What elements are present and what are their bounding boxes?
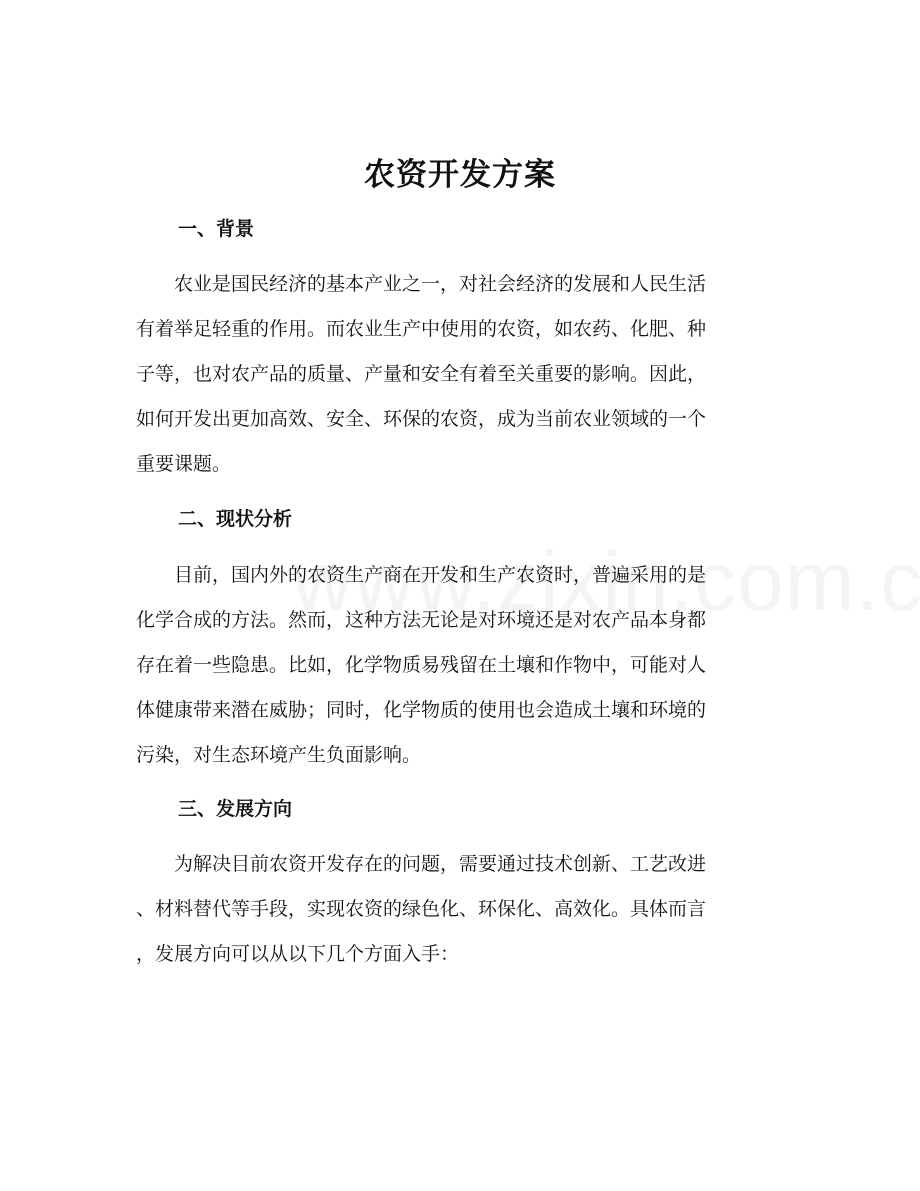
section-heading-development-direction: 三、发展方向 (178, 798, 293, 820)
paragraph-line: ，发展方向可以从以下几个方面入手： (136, 942, 460, 965)
paragraph-line: 体健康带来潜在威胁；同时，化学物质的使用也会造成土壤和环境的 (136, 698, 707, 721)
paragraph-line: 目前，国内外的农资生产商在开发和生产农资时，普遍采用的是 (136, 564, 707, 586)
paragraph-line: 、材料替代等手段，实现农资的绿色化、环保化、高效化。具体而言 (136, 897, 707, 920)
section-paragraph-development-direction (136, 842, 768, 977)
paragraph-line: 如何开发出更加高效、安全、环保的农资，成为当前农业领域的一个 (136, 407, 707, 430)
section-paragraph-background (136, 262, 768, 487)
page-title: 农资开发方案 (364, 157, 556, 193)
paragraph-line: 为解决目前农资开发存在的问题，需要通过技术创新、工艺改进 (136, 853, 707, 875)
section-heading-status-analysis: 二、现状分析 (178, 508, 293, 530)
paragraph-line: 重要课题。 (136, 452, 232, 475)
paragraph-line: 污染，对生态环境产生负面影响。 (136, 743, 422, 766)
paragraph-line: 存在着一些隐患。比如，化学物质易残留在土壤和作物中，可能对人 (136, 653, 707, 676)
paragraph-line: 化学合成的方法。然而，这种方法无论是对环境还是对农产品本身都 (136, 608, 707, 631)
paragraph-line: 农业是国民经济的基本产业之一，对社会经济的发展和人民生活 (136, 273, 707, 295)
section-heading-background: 一、背景 (178, 218, 255, 240)
paragraph-line: 子等，也对农产品的质量、产量和安全有着至关重要的影响。因此， (136, 362, 707, 385)
section-paragraph-status-analysis (136, 553, 768, 778)
paragraph-line: 有着举足轻重的作用。而农业生产中使用的农资，如农药、化肥、种 (136, 317, 707, 340)
